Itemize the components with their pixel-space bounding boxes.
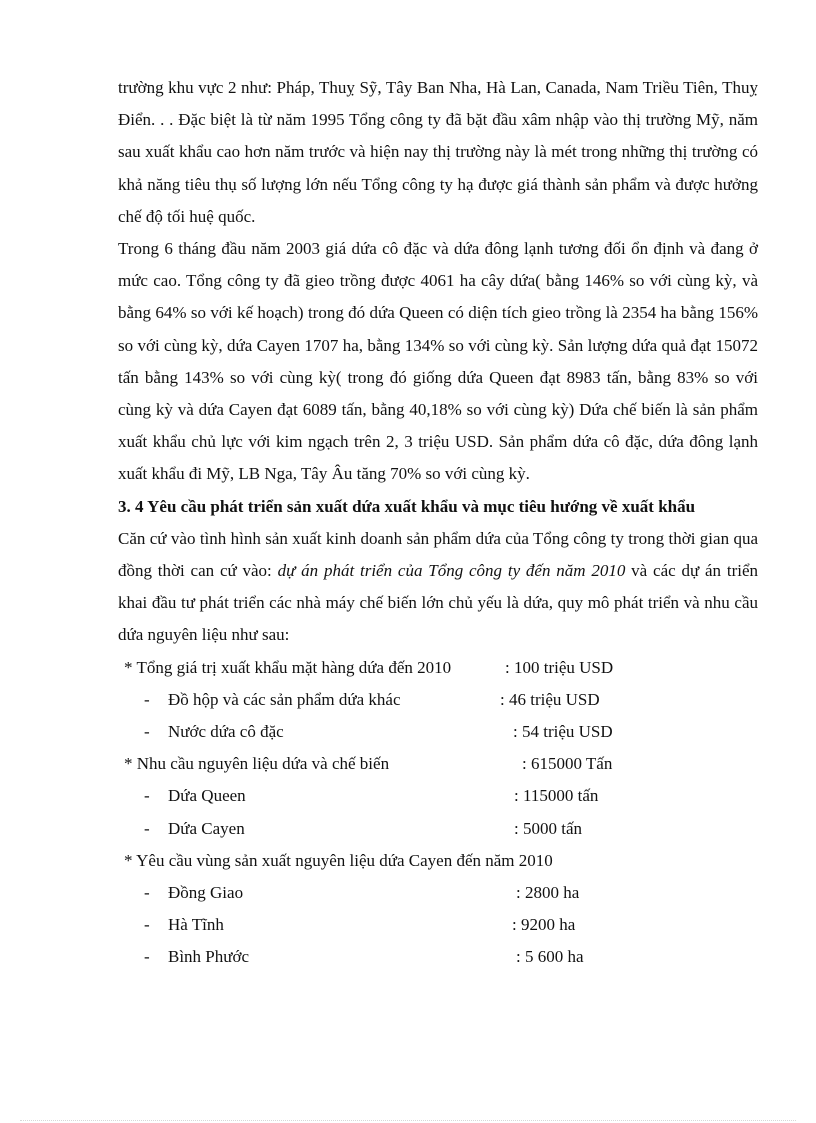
bullet-dash: -	[144, 786, 150, 806]
list-item	[118, 845, 758, 877]
list-item	[118, 941, 758, 973]
list-item-label: Dứa Cayen	[168, 818, 245, 838]
list-item	[118, 877, 758, 909]
page-bottom-divider	[20, 1120, 796, 1121]
list-item-label: * Tổng giá trị xuất khẩu mặt hàng dứa đến 2010	[124, 657, 452, 677]
project-reference: dự án phát triển của Tổng công ty đến năm 2010	[277, 561, 626, 581]
list-item-value: : 5000 tấn	[514, 818, 582, 838]
list-item	[118, 813, 758, 845]
paragraph-text-start: Căn cứ vào tình hình sản xuất kinh doanh sản phẩm dứa của Tổng công ty trong thời gian qua đồng thời can cứ vào:	[118, 528, 758, 581]
section-heading: 3. 4 Yêu cầu phát triển sản xuất dứa xuất khẩu và mục tiêu hướng về xuất khẩu	[118, 496, 696, 516]
bullet-dash: -	[144, 722, 150, 742]
list-item	[118, 684, 758, 716]
list-item-value: : 54 triệu USD	[513, 722, 613, 742]
list-item	[118, 716, 758, 748]
list-item-label: Dứa Queen	[168, 786, 246, 806]
list-item-label: Đồ hộp và các sản phẩm dứa khác	[168, 689, 401, 709]
list-item	[118, 748, 758, 780]
list-item-label: * Yêu cầu vùng sản xuất nguyên liệu dứa Cayen đến năm 2010	[124, 850, 553, 870]
list-item-value: : 46 triệu USD	[500, 689, 600, 709]
paragraph-production-2003: Trong 6 tháng đầu năm 2003 giá dứa cô đặc và dứa đông lạnh tương đối ổn định và đang ở mức cao. Tổng công ty đã gieo trồng được 4061 ha cây dứa( bằng 146% so với cùng kỳ, và bằng 64% so với kế hoạch) trong đó dứa Queen có diện tích gieo trồng là 2354 ha bằng 156% so với cùng kỳ, dứa Cayen 1707 ha, bằng 134% so với cùng kỳ. Sản lượng dứa quả đạt 15072 tấn bằng 143% so với cùng kỳ( trong đó giống dứa Queen đạt 8983 tấn, bằng 83% so với cùng kỳ và dứa Cayen đạt 6089 tấn, bằng 40,18% so với cùng kỳ) Dứa chế biến là sản phẩm xuất khẩu chủ lực với kim ngạch trên 2, 3 triệu USD. Sản phẩm dứa cô đặc, dứa đông lạnh xuất khẩu đi Mỹ, LB Nga, Tây Âu tăng 70% so với cùng kỳ.	[118, 239, 758, 484]
list-item-label: Đồng Giao	[168, 882, 244, 902]
list-item-value: : 100 triệu USD	[505, 657, 614, 677]
list-item-label: Nước dứa cô đặc	[168, 722, 284, 742]
requirements-list	[118, 652, 758, 974]
paragraph-development-basis	[118, 523, 758, 652]
list-item	[118, 909, 758, 941]
list-item-value: : 5 600 ha	[516, 947, 584, 967]
list-item-label: Hà Tĩnh	[168, 915, 224, 935]
paragraph-text-end: và các dự án triển khai đầu tư phát triển các nhà máy chế biến lớn chủ yếu là dứa, quy mô phát triển và nhu cầu dứa nguyên liệu như sau:	[118, 561, 758, 645]
list-item	[118, 780, 758, 812]
bullet-dash: -	[144, 915, 150, 935]
bullet-dash: -	[144, 689, 150, 709]
document-page	[118, 72, 758, 974]
bullet-dash: -	[144, 882, 150, 902]
list-item-value: : 2800 ha	[516, 882, 580, 902]
list-item-value: : 615000 Tấn	[522, 754, 613, 774]
bullet-dash: -	[144, 947, 150, 967]
list-item	[118, 652, 758, 684]
list-item-label: * Nhu cầu nguyên liệu dứa và chế biến	[124, 754, 390, 774]
paragraph-export-markets: trường khu vực 2 như: Pháp, Thuỵ Sỹ, Tây Ban Nha, Hà Lan, Canada, Nam Triều Tiên, Thuỵ Điển. . . Đặc biệt là từ năm 1995 Tổng công ty đã bặt đầu xâm nhập vào thị trường Mỹ, năm sau xuất khẩu cao hơn năm trước và hiện nay thị trường này là mét trong những thị trường có khả năng tiêu thụ số lượng lớn nếu Tổng công ty hạ được giá thành sản phẩm và được hưởng chế độ tối huệ quốc.	[118, 78, 758, 226]
list-item-value: : 115000 tấn	[514, 786, 599, 806]
list-item-label: Bình Phước	[168, 947, 250, 967]
list-item-value: : 9200 ha	[512, 915, 576, 935]
bullet-dash: -	[144, 818, 150, 838]
